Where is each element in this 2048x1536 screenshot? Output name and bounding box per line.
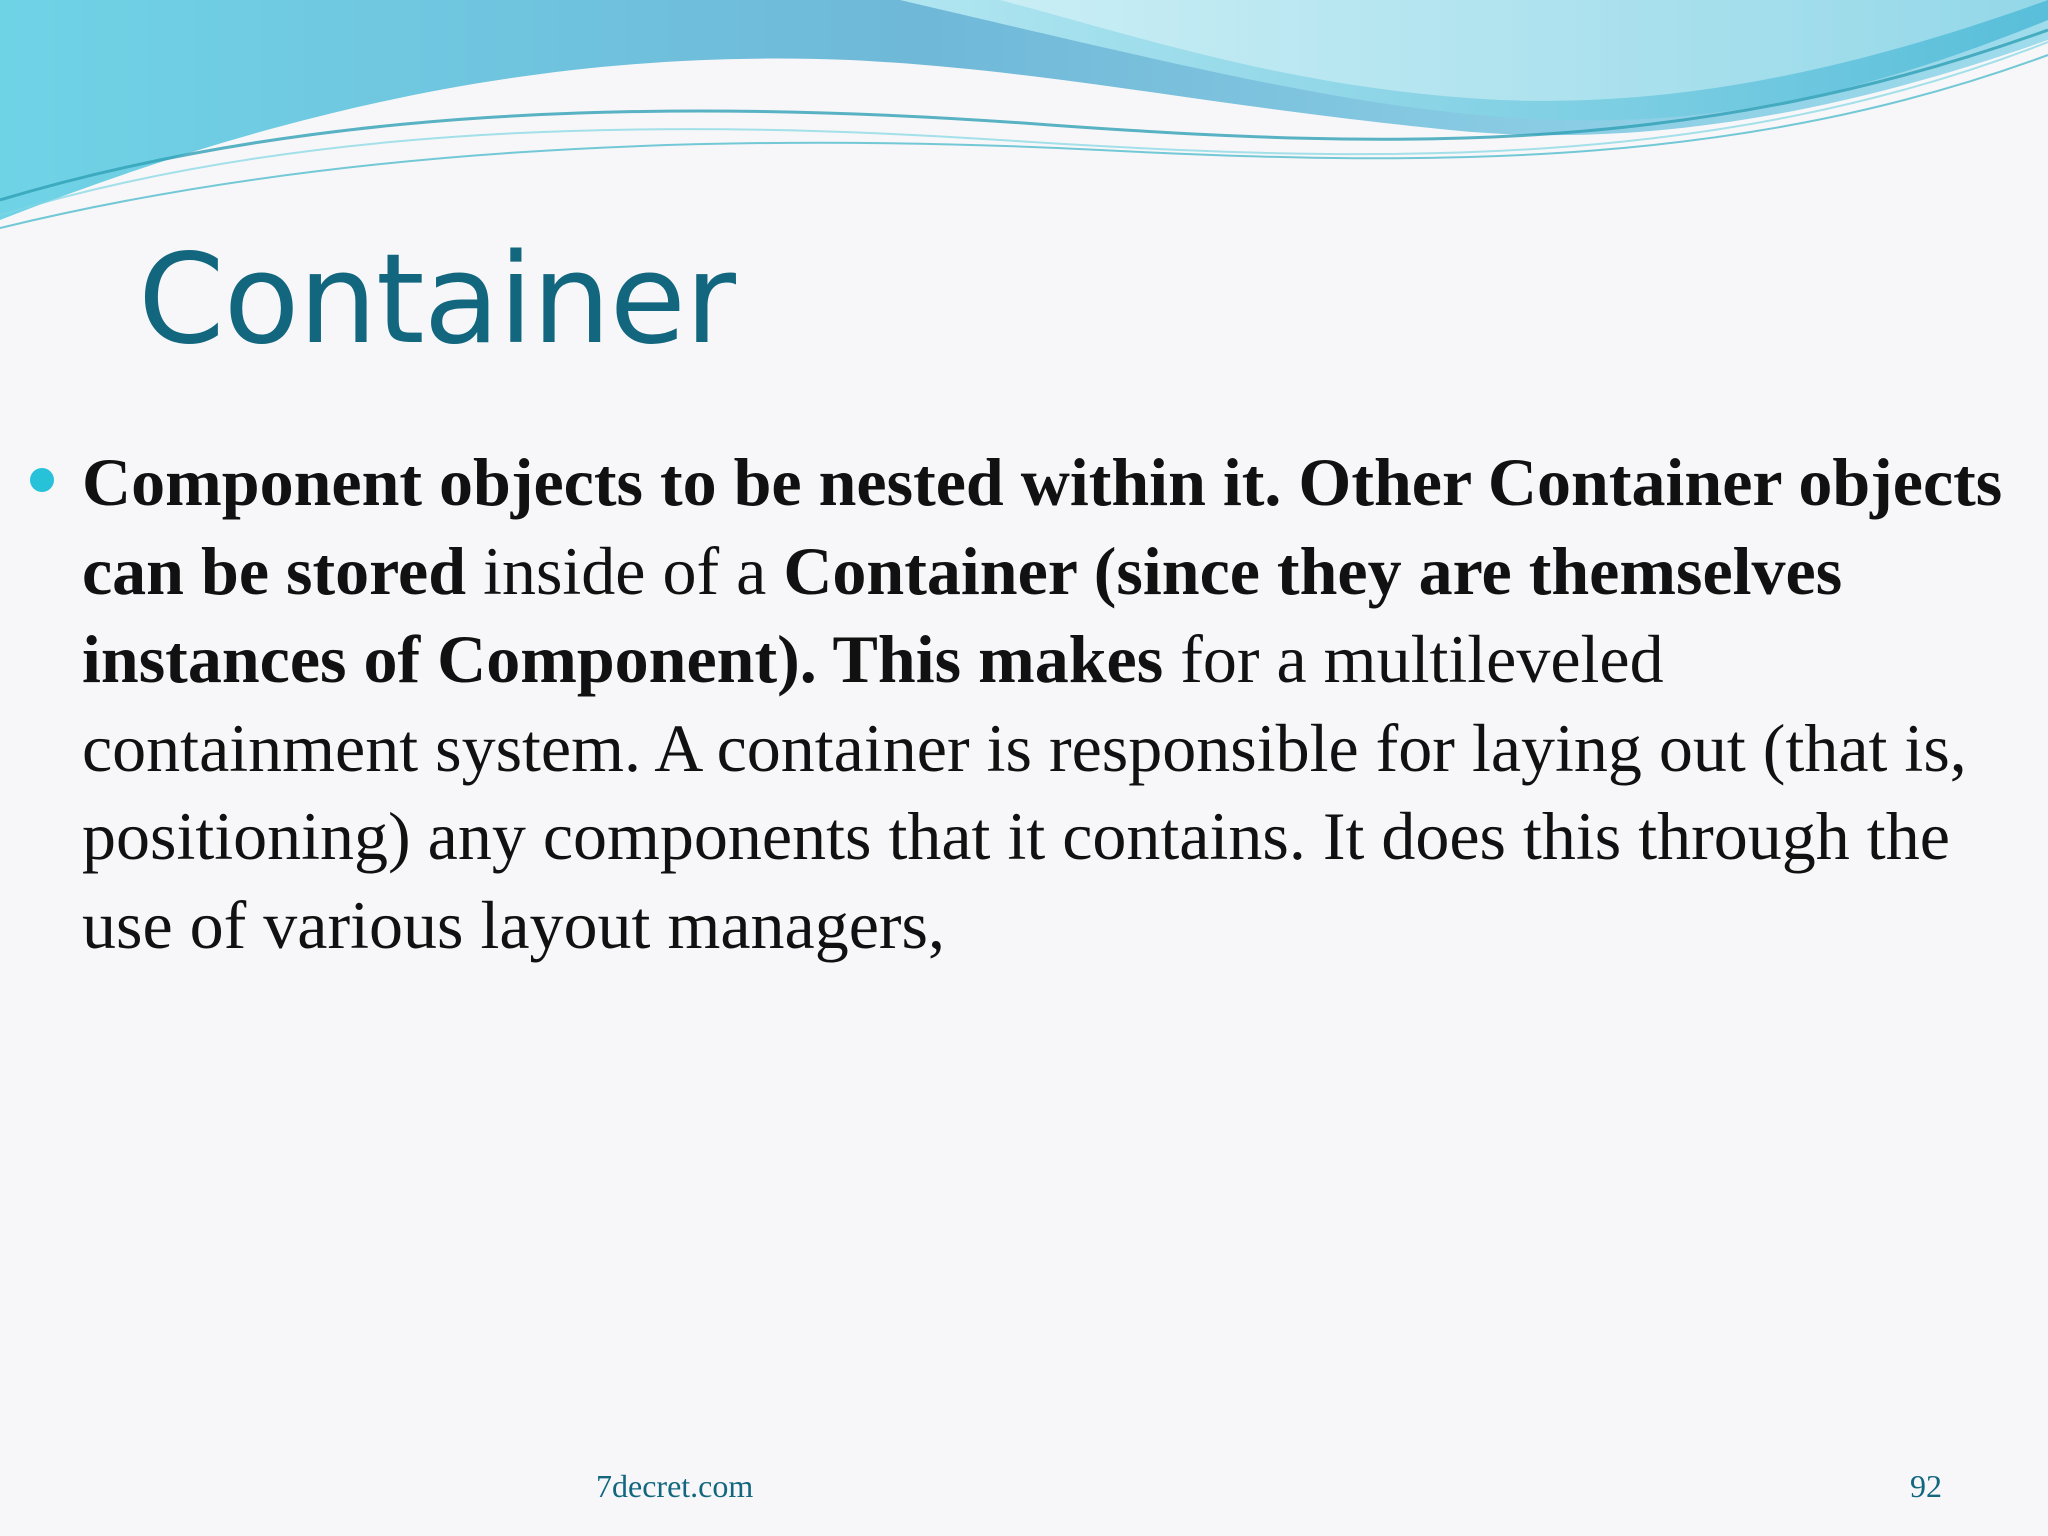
bullet-item (24, 438, 2014, 969)
bullet-segment-bold: Component objects to be nested within it. Other Container objects can be stored (82, 444, 2003, 609)
bullet-segment: for a multileveled containment system. A container is responsible for laying out (that is, positioning) any components that it contains. It does this through the use of various layout managers, (82, 621, 1967, 963)
footer-source: 7decret.com (596, 1468, 754, 1504)
bullet-segment-bold: Container (since they are themselves instances of Component). This makes (82, 532, 1843, 697)
wave-header-decoration (0, 0, 2048, 240)
bullet-list (24, 438, 2014, 969)
bullet-text (82, 438, 2014, 969)
slide-title: Container (138, 228, 735, 372)
bullet-icon (30, 468, 54, 492)
page-number: 92 (1910, 1468, 1942, 1504)
bullet-segment: inside of a (466, 532, 784, 609)
